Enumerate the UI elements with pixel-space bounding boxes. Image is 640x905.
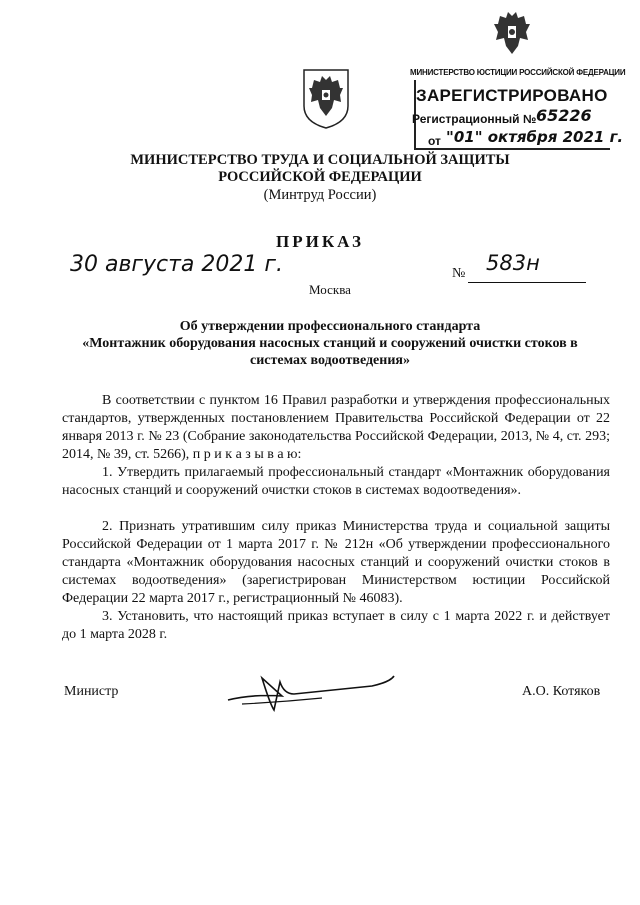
order-number-handwritten: 583н: [486, 251, 540, 275]
stamp-reg-number: 65226: [536, 106, 592, 125]
order-date-handwritten: 30 августа 2021 г.: [70, 252, 283, 277]
ministry-name-line1: МИНИСТЕРСТВО ТРУДА И СОЦИАЛЬНОЙ ЗАЩИТЫ: [130, 152, 510, 168]
stamp-date-prefix: от: [428, 134, 441, 148]
ministry-name-line2: РОССИЙСКОЙ ФЕДЕРАЦИИ: [218, 169, 422, 185]
stamp-title: ЗАРЕГИСТРИРОВАНО: [416, 86, 608, 105]
order-item-3: 3. Установить, что настоящий приказ вступает в силу с 1 марта 2022 г. и действует до 1 марта 2028 г.: [62, 609, 610, 642]
order-title: ПРИКАЗ: [276, 232, 364, 251]
document-heading: [60, 318, 600, 369]
signer-role: Министр: [64, 684, 119, 699]
heading-line: Об утверждении профессионального стандарта: [179, 319, 481, 334]
ministry-short-name: (Минтруд России): [263, 187, 377, 203]
order-item-2: 2. Признать утратившим силу приказ Министерства труда и социальной защиты Российской Федерации от 1 марта 2017 г. № 212н «Об утверждении профессионального стандарта «Монтажник оборудования насосных станций и сооружений очистки стоков в системах водоотведения» (зарегистрирован Министерством юстиции Российской Федерации 22 марта 2017 г., регистрационный № 46083).: [62, 519, 610, 606]
heading-line: системах водоотведения»: [250, 353, 410, 368]
order-number-label: №: [452, 266, 466, 281]
heading-line: «Монтажник оборудования насосных станций и сооружений очистки стоков в: [82, 336, 578, 351]
stamp-ministry: МИНИСТЕРСТВО ЮСТИЦИИ РОССИЙСКОЙ ФЕДЕРАЦИИ: [410, 68, 626, 77]
handwritten-signature: [222, 664, 402, 714]
stamp-date-value: "01" октября 2021 г.: [446, 128, 624, 146]
double-headed-eagle-icon: [492, 10, 532, 58]
coat-of-arms-icon: [300, 66, 352, 130]
intro-paragraph: В соответствии с пунктом 16 Правил разработки и утверждения профессиональных стандартов, утвержденных постановлением Правительства Российской Федерации от 22 января 2013 г. № 23 (Собрание законодательства Российской Федерации, 2013, № 4, ст. 293; 2014, № 39, ст. 5266), п р и к а з ы в а ю:: [62, 393, 610, 462]
order-item-1: 1. Утвердить прилагаемый профессиональный стандарт «Монтажник оборудования насосных станций и сооружений очистки стоков в системах водоотведения».: [62, 465, 610, 498]
stamp-reg-label: Регистрационный №: [412, 112, 537, 126]
signer-name: А.О. Котяков: [522, 684, 601, 699]
order-city: Москва: [309, 282, 351, 297]
